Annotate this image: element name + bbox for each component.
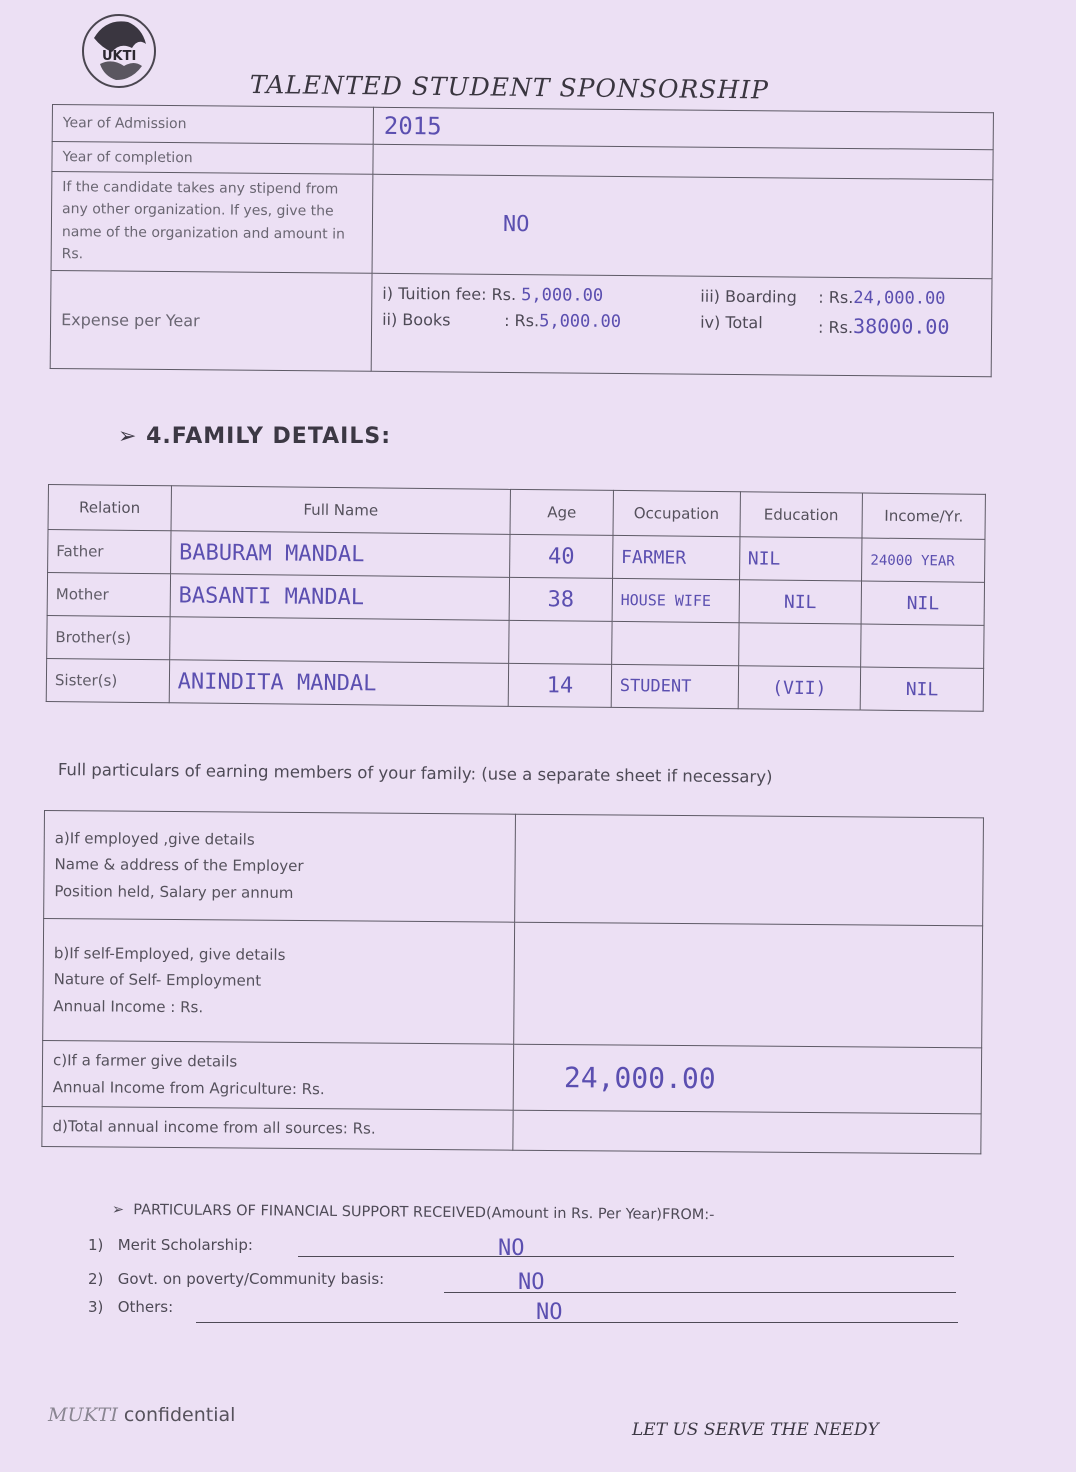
globe-emblem-icon <box>76 8 162 94</box>
farmer-details-label: c)If a farmer give details Annual Income from Agriculture: Rs. <box>42 1040 514 1110</box>
col-income: Income/Yr. <box>862 493 985 539</box>
govt-poverty-value: NO <box>518 1270 545 1295</box>
col-full-name: Full Name <box>171 486 511 535</box>
age-cell <box>509 620 612 664</box>
relation-cell: Brother(s) <box>47 615 170 659</box>
footer-motto: LET US SERVE THE NEEDY <box>632 1420 879 1440</box>
footer-confidential: MUKTI confidential <box>48 1404 236 1426</box>
financial-support-heading: ➢ PARTICULARS OF FINANCIAL SUPPORT RECEIVED(Amount in Rs. Per Year)FROM:- <box>111 1202 715 1224</box>
occupation-cell <box>611 621 738 665</box>
occupation-cell: STUDENT <box>619 675 692 697</box>
merit-scholarship-value: NO <box>498 1236 525 1261</box>
underline-rule <box>196 1322 958 1323</box>
self-employed-details-label: b)If self-Employed, give details Nature of Self- Employment Annual Income : Rs. <box>43 919 515 1045</box>
age-cell: 14 <box>546 672 574 699</box>
family-details-heading: ➢ 4.FAMILY DETAILS: <box>118 424 392 449</box>
total-income-label: d)Total annual income from all sources: Rs. <box>42 1106 513 1150</box>
relation-cell: Sister(s) <box>46 658 169 702</box>
total-income-value <box>513 1110 981 1154</box>
occupation-cell: FARMER <box>621 546 687 569</box>
tuition-value: 5,000.00 <box>521 284 604 306</box>
admission-table <box>50 104 994 377</box>
earning-members-intro: Full particulars of earning members of your family: (use a separate sheet if necessary) <box>57 760 773 787</box>
name-cell: BABURAM MANDAL <box>178 539 365 567</box>
name-cell <box>169 617 509 664</box>
name-cell: ANINDITA MANDAL <box>177 668 377 696</box>
support-govt-poverty: 2) Govt. on poverty/Community basis: NO <box>88 1270 958 1300</box>
education-cell: NIL <box>783 591 817 613</box>
education-cell: NIL <box>747 547 781 570</box>
income-cell: NIL <box>905 678 939 700</box>
family-table <box>46 484 986 712</box>
col-age: Age <box>510 489 613 535</box>
form-title: TALENTED STUDENT SPONSORSHIP <box>249 70 770 105</box>
year-of-completion-label: Year of completion <box>52 142 373 175</box>
income-cell: NIL <box>906 592 940 614</box>
farmer-income-value: 24,000.00 <box>563 1061 716 1096</box>
education-cell <box>738 623 861 667</box>
age-cell: 40 <box>547 543 575 570</box>
footer-brand: MUKTI <box>48 1404 118 1426</box>
col-occupation: Occupation <box>613 490 740 536</box>
age-cell: 38 <box>547 586 575 613</box>
name-cell: BASANTI MANDAL <box>178 582 365 610</box>
boarding-prefix: : Rs. <box>818 287 854 307</box>
support-others: 3) Others: NO <box>88 1298 958 1328</box>
relation-cell: Mother <box>47 573 170 617</box>
support-merit-scholarship: 1) Merit Scholarship: NO <box>88 1236 958 1266</box>
year-of-admission-value: 2015 <box>383 111 442 141</box>
boarding-label: iii) Boarding <box>700 286 797 307</box>
year-of-admission-label: Year of Admission <box>52 105 373 145</box>
books-value: 5,000.00 <box>539 310 622 332</box>
total-value: 38000.00 <box>853 313 950 339</box>
earning-table <box>41 810 984 1154</box>
income-cell: 24000 YEAR <box>870 552 955 570</box>
col-education: Education <box>740 492 863 538</box>
arrow-bullet-icon: ➢ <box>111 1202 134 1219</box>
total-prefix: : Rs. <box>818 317 854 337</box>
expense-details <box>371 273 992 376</box>
col-relation: Relation <box>48 485 171 531</box>
books-label: ii) Books <box>382 309 451 330</box>
books-prefix: : Rs. <box>504 310 540 330</box>
boarding-value: 24,000.00 <box>853 287 946 309</box>
self-employed-details-value <box>514 922 983 1048</box>
stipend-value: NO <box>502 212 530 238</box>
total-label: iv) Total <box>700 312 763 332</box>
occupation-cell: HOUSE WIFE <box>620 591 712 610</box>
education-cell: (VII) <box>772 677 827 699</box>
logo-text: UKTI <box>102 49 137 64</box>
expense-label: Expense per Year <box>50 270 372 371</box>
organization-logo <box>76 8 162 94</box>
others-value: NO <box>536 1300 563 1325</box>
income-cell <box>861 624 984 668</box>
employed-details-value <box>515 814 984 926</box>
underline-rule <box>298 1256 954 1257</box>
relation-cell: Father <box>48 530 171 574</box>
arrow-bullet-icon: ➢ <box>118 424 147 449</box>
employed-details-label: a)If employed ,give details Name & address of the Employer Position held, Salary per annum <box>44 811 516 923</box>
stipend-label: If the candidate takes any stipend from any other organization. If yes, give the name of the organization and amount in Rs. <box>51 172 373 273</box>
table-row <box>46 658 983 711</box>
tuition-label: i) Tuition fee: Rs. <box>382 283 517 304</box>
